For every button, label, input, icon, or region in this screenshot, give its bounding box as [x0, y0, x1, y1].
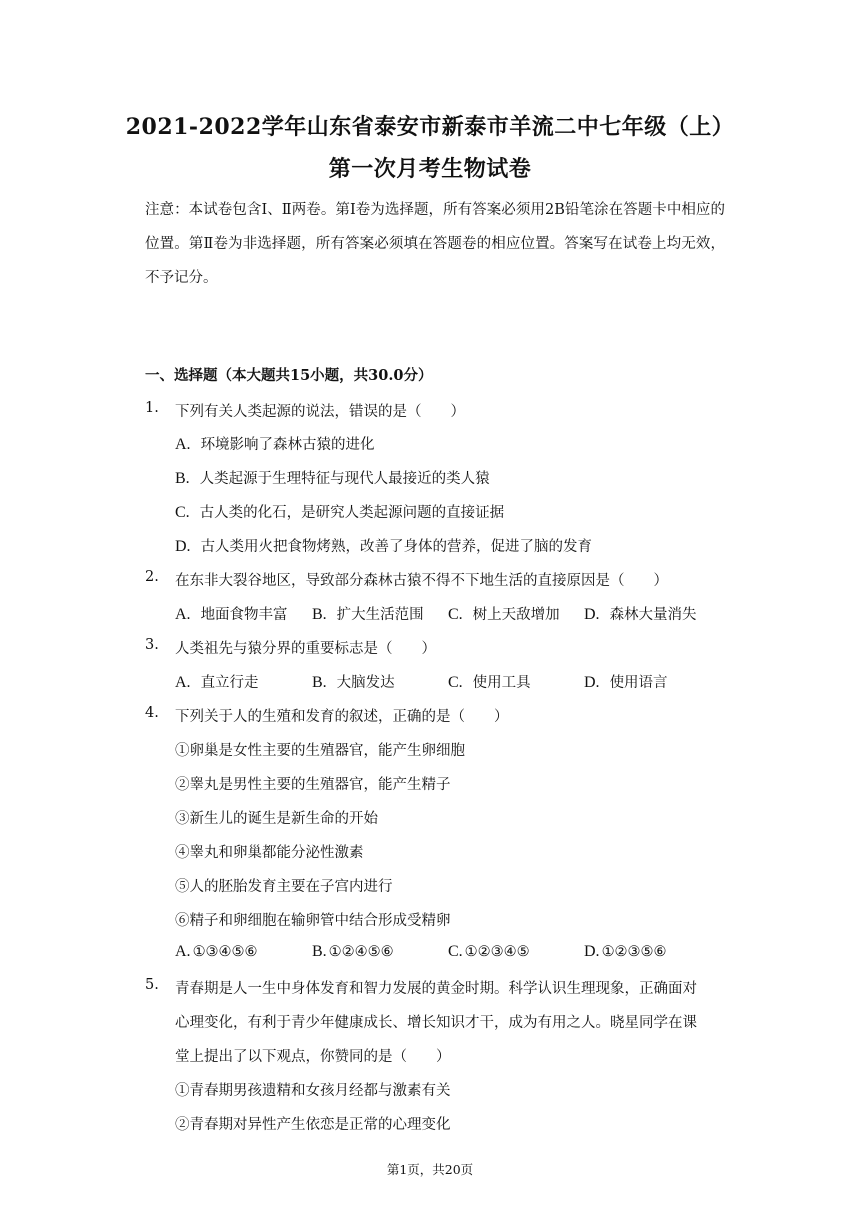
option-label: A. — [175, 606, 191, 623]
option-label: A. — [175, 436, 191, 453]
exam-title-line1: 2021-2022学年山东省泰安市新泰市羊流二中七年级（上） — [125, 114, 735, 140]
option-text: ①②③⑤⑥ — [601, 944, 667, 960]
question-2-option-d — [584, 603, 697, 624]
option-label: B. — [175, 470, 190, 487]
option-text: 森林大量消失 — [609, 607, 697, 623]
option-label: C. — [448, 606, 463, 623]
question-2-option-b — [312, 603, 424, 624]
question-1-option-a — [175, 433, 375, 454]
option-label: D. — [584, 943, 600, 960]
question-4-number: 4. — [145, 705, 159, 721]
option-label: D. — [175, 538, 191, 555]
question-3-option-c — [448, 671, 531, 692]
question-5-statement-1: ①青春期男孩遗精和女孩月经都与激素有关 — [175, 1083, 451, 1099]
question-4-statement-4: ④睾丸和卵巢都能分泌性激素 — [175, 845, 364, 861]
option-text: 古人类用火把食物烤熟，改善了身体的营养，促进了脑的发育 — [200, 539, 593, 555]
question-3-number: 3. — [145, 637, 159, 653]
page-footer: 第1页，共20页 — [386, 1162, 474, 1177]
question-1-text: 下列有关人类起源的说法，错误的是（ ） — [175, 404, 465, 420]
option-text: 树上天敌增加 — [472, 607, 560, 623]
question-5-statement-2: ②青春期对异性产生依恋是正常的心理变化 — [175, 1117, 451, 1133]
question-5-text-line2: 心理变化，有利于青少年健康成长、增长知识才干，成为有用之人。晓星同学在课 — [175, 1015, 697, 1031]
option-text: 环境影响了森林古猿的进化 — [200, 437, 375, 453]
section-title: 一、选择题（本大题共15小题，共30.0分） — [145, 367, 433, 384]
option-label: A. — [175, 674, 191, 691]
question-4-statement-3: ③新生儿的诞生是新生命的开始 — [175, 811, 378, 827]
option-text: 地面食物丰富 — [200, 607, 288, 623]
question-4-statement-6: ⑥精子和卵细胞在输卵管中结合形成受精卵 — [175, 913, 451, 929]
option-text: 大脑发达 — [336, 675, 395, 691]
option-text: 使用语言 — [609, 675, 668, 691]
question-4-text: 下列关于人的生殖和发育的叙述，正确的是（ ） — [175, 709, 509, 725]
question-5-text-line1: 青春期是人一生中身体发育和智力发展的黄金时期。科学认识生理现象，正确面对 — [175, 981, 697, 997]
option-text: ①③④⑤⑥ — [192, 944, 258, 960]
question-3-option-a — [175, 671, 259, 692]
question-2-text: 在东非大裂谷地区，导致部分森林古猿不得不下地生活的直接原因是（ ） — [175, 573, 668, 589]
question-4-option-a — [175, 943, 258, 961]
option-label: C. — [448, 943, 463, 960]
question-3-text: 人类祖先与猿分界的重要标志是（ ） — [175, 641, 436, 657]
option-label: C. — [175, 504, 190, 521]
option-text: 使用工具 — [472, 675, 531, 691]
option-label: C. — [448, 674, 463, 691]
option-label: D. — [584, 606, 600, 623]
question-4-option-c — [448, 943, 530, 961]
question-2-option-c — [448, 603, 560, 624]
question-4-statement-1: ①卵巢是女性主要的生殖器官，能产生卵细胞 — [175, 743, 465, 759]
option-label: B. — [312, 674, 327, 691]
question-1-option-c — [175, 501, 504, 522]
option-text: 扩大生活范围 — [336, 607, 424, 623]
question-1-option-b — [175, 467, 490, 488]
question-1-option-d — [175, 535, 592, 556]
question-1-number: 1. — [145, 400, 159, 416]
question-2-number: 2. — [145, 569, 159, 585]
option-text: ①②③④⑤ — [464, 944, 530, 960]
option-label: B. — [312, 943, 327, 960]
exam-title-line2: 第一次月考生物试卷 — [328, 156, 532, 182]
option-text: ①②④⑤⑥ — [328, 944, 394, 960]
question-5-text-line3: 堂上提出了以下观点，你赞同的是（ ） — [175, 1049, 451, 1065]
question-5-number: 5. — [145, 977, 159, 993]
option-label: B. — [312, 606, 327, 623]
exam-notice: 注意：本试卷包含Ⅰ、Ⅱ两卷。第Ⅰ卷为选择题，所有答案必须用2B铅笔涂在答题卡中相应的位置。第Ⅱ卷为非选择题，所有答案必须填在答题卷的相应位置。答案写在试卷上均无效，不予记分。 — [145, 202, 725, 286]
question-4-option-d — [584, 943, 667, 961]
option-text: 直立行走 — [200, 675, 259, 691]
question-3-option-d — [584, 671, 668, 692]
question-4-statement-2: ②睾丸是男性主要的生殖器官，能产生精子 — [175, 777, 451, 793]
question-4-statement-5: ⑤人的胚胎发育主要在子宫内进行 — [175, 879, 393, 895]
option-label: A. — [175, 943, 191, 960]
option-text: 人类起源于生理特征与现代人最接近的类人猿 — [199, 471, 490, 487]
question-3-option-b — [312, 671, 395, 692]
question-4-option-b — [312, 943, 394, 961]
option-text: 古人类的化石，是研究人类起源问题的直接证据 — [199, 505, 505, 521]
option-label: D. — [584, 674, 600, 691]
question-2-option-a — [175, 603, 288, 624]
